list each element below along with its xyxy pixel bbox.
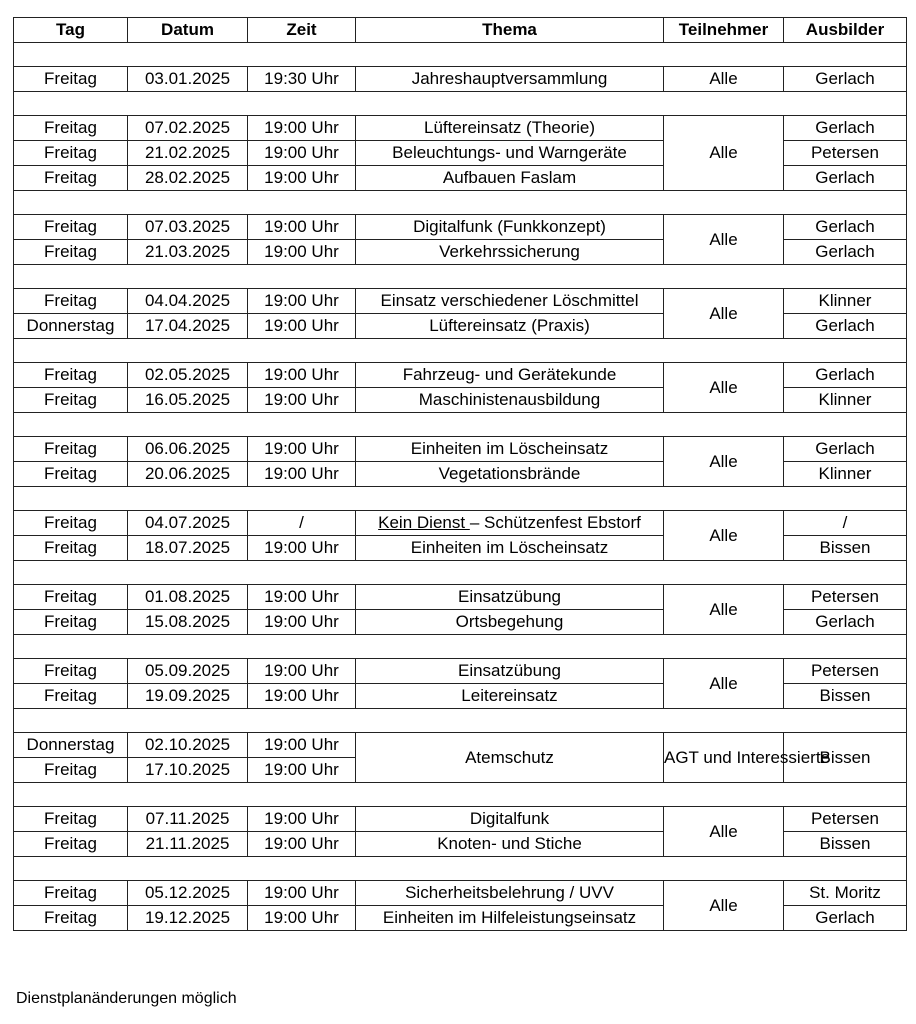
datum-cell: 19.09.2025 bbox=[128, 684, 248, 709]
thema-text: – Schützenfest Ebstorf bbox=[469, 513, 641, 532]
datum-cell: 02.10.2025 bbox=[128, 733, 248, 758]
thema-underlined-text: Kein Dienst bbox=[378, 513, 470, 532]
thema-cell: Knoten- und Stiche bbox=[356, 832, 664, 857]
separator-row bbox=[14, 191, 907, 215]
ausbilder-cell: Petersen bbox=[784, 141, 907, 166]
ausbilder-cell: Gerlach bbox=[784, 240, 907, 265]
zeit-cell: 19:00 Uhr bbox=[248, 388, 356, 413]
zeit-cell: 19:00 Uhr bbox=[248, 807, 356, 832]
teilnehmer-cell: Alle bbox=[664, 659, 784, 709]
tag-cell: Freitag bbox=[14, 832, 128, 857]
ausbilder-cell: Klinner bbox=[784, 388, 907, 413]
tag-cell: Freitag bbox=[14, 807, 128, 832]
thema-cell: Sicherheitsbelehrung / UVV bbox=[356, 881, 664, 906]
zeit-cell: 19:30 Uhr bbox=[248, 67, 356, 92]
separator-cell bbox=[14, 635, 907, 659]
zeit-cell: 19:00 Uhr bbox=[248, 437, 356, 462]
tag-cell: Donnerstag bbox=[14, 733, 128, 758]
table-row bbox=[14, 363, 907, 388]
table-row bbox=[14, 67, 907, 92]
datum-cell: 06.06.2025 bbox=[128, 437, 248, 462]
table-row bbox=[14, 585, 907, 610]
header-row bbox=[14, 18, 907, 43]
zeit-cell: 19:00 Uhr bbox=[248, 684, 356, 709]
separator-row bbox=[14, 413, 907, 437]
ausbilder-cell: Petersen bbox=[784, 807, 907, 832]
thema-cell: Ortsbegehung bbox=[356, 610, 664, 635]
datum-cell: 02.05.2025 bbox=[128, 363, 248, 388]
separator-cell bbox=[14, 339, 907, 363]
zeit-cell: 19:00 Uhr bbox=[248, 881, 356, 906]
header-tag: Tag bbox=[14, 18, 128, 43]
datum-cell: 18.07.2025 bbox=[128, 536, 248, 561]
zeit-cell: 19:00 Uhr bbox=[248, 289, 356, 314]
teilnehmer-cell: Alle bbox=[664, 363, 784, 413]
tag-cell: Freitag bbox=[14, 363, 128, 388]
thema-cell: Einheiten im Hilfeleistungseinsatz bbox=[356, 906, 664, 931]
thema-cell: Einheiten im Löscheinsatz bbox=[356, 437, 664, 462]
ausbilder-cell: Klinner bbox=[784, 289, 907, 314]
ausbilder-cell: Petersen bbox=[784, 659, 907, 684]
separator-cell bbox=[14, 413, 907, 437]
header-ausbilder: Ausbilder bbox=[784, 18, 907, 43]
zeit-cell: 19:00 Uhr bbox=[248, 215, 356, 240]
datum-cell: 21.11.2025 bbox=[128, 832, 248, 857]
datum-cell: 16.05.2025 bbox=[128, 388, 248, 413]
datum-cell: 04.07.2025 bbox=[128, 511, 248, 536]
tag-cell: Freitag bbox=[14, 585, 128, 610]
ausbilder-cell: Klinner bbox=[784, 462, 907, 487]
zeit-cell: 19:00 Uhr bbox=[248, 659, 356, 684]
separator-row bbox=[14, 265, 907, 289]
header-teilnehmer: Teilnehmer bbox=[664, 18, 784, 43]
tag-cell: Freitag bbox=[14, 67, 128, 92]
duty-schedule-table bbox=[13, 17, 907, 931]
table-row bbox=[14, 437, 907, 462]
separator-cell bbox=[14, 561, 907, 585]
zeit-cell: 19:00 Uhr bbox=[248, 166, 356, 191]
zeit-cell: 19:00 Uhr bbox=[248, 758, 356, 783]
thema-cell bbox=[356, 511, 664, 536]
table-row bbox=[14, 881, 907, 906]
separator-row bbox=[14, 487, 907, 511]
zeit-cell: 19:00 Uhr bbox=[248, 610, 356, 635]
separator-cell bbox=[14, 43, 907, 67]
thema-cell: Vegetationsbrände bbox=[356, 462, 664, 487]
thema-cell: Fahrzeug- und Gerätekunde bbox=[356, 363, 664, 388]
datum-cell: 05.09.2025 bbox=[128, 659, 248, 684]
thema-cell: Jahreshauptversammlung bbox=[356, 67, 664, 92]
tag-cell: Freitag bbox=[14, 437, 128, 462]
teilnehmer-cell: Alle bbox=[664, 215, 784, 265]
datum-cell: 17.10.2025 bbox=[128, 758, 248, 783]
separator-row bbox=[14, 783, 907, 807]
datum-cell: 21.02.2025 bbox=[128, 141, 248, 166]
table-row bbox=[14, 659, 907, 684]
datum-cell: 05.12.2025 bbox=[128, 881, 248, 906]
datum-cell: 04.04.2025 bbox=[128, 289, 248, 314]
separator-cell bbox=[14, 265, 907, 289]
thema-cell: Maschinistenausbildung bbox=[356, 388, 664, 413]
thema-cell: Einsatzübung bbox=[356, 585, 664, 610]
datum-cell: 20.06.2025 bbox=[128, 462, 248, 487]
tag-cell: Freitag bbox=[14, 141, 128, 166]
table-row bbox=[14, 807, 907, 832]
thema-cell: Beleuchtungs- und Warngeräte bbox=[356, 141, 664, 166]
separator-cell bbox=[14, 709, 907, 733]
tag-cell: Freitag bbox=[14, 758, 128, 783]
datum-cell: 28.02.2025 bbox=[128, 166, 248, 191]
thema-cell: Lüftereinsatz (Theorie) bbox=[356, 116, 664, 141]
tag-cell: Freitag bbox=[14, 511, 128, 536]
schedule-body bbox=[14, 43, 907, 931]
ausbilder-cell: Bissen bbox=[784, 733, 907, 783]
thema-cell: Aufbauen Faslam bbox=[356, 166, 664, 191]
separator-cell bbox=[14, 783, 907, 807]
teilnehmer-cell: AGT und Interessierte bbox=[664, 733, 784, 783]
tag-cell: Freitag bbox=[14, 215, 128, 240]
teilnehmer-cell: Alle bbox=[664, 511, 784, 561]
teilnehmer-cell: Alle bbox=[664, 289, 784, 339]
tag-cell: Freitag bbox=[14, 116, 128, 141]
ausbilder-cell: Gerlach bbox=[784, 215, 907, 240]
table-row bbox=[14, 289, 907, 314]
tag-cell: Freitag bbox=[14, 610, 128, 635]
ausbilder-cell: St. Moritz bbox=[784, 881, 907, 906]
ausbilder-cell: Gerlach bbox=[784, 314, 907, 339]
tag-cell: Donnerstag bbox=[14, 314, 128, 339]
table-row bbox=[14, 116, 907, 141]
separator-row bbox=[14, 857, 907, 881]
thema-cell: Einheiten im Löscheinsatz bbox=[356, 536, 664, 561]
zeit-cell: 19:00 Uhr bbox=[248, 585, 356, 610]
separator-row bbox=[14, 709, 907, 733]
table-row bbox=[14, 733, 907, 758]
separator-row bbox=[14, 561, 907, 585]
ausbilder-cell: Gerlach bbox=[784, 67, 907, 92]
ausbilder-cell: Gerlach bbox=[784, 116, 907, 141]
ausbilder-cell: Bissen bbox=[784, 832, 907, 857]
tag-cell: Freitag bbox=[14, 289, 128, 314]
separator-row bbox=[14, 43, 907, 67]
table-row bbox=[14, 511, 907, 536]
ausbilder-cell: Bissen bbox=[784, 684, 907, 709]
tag-cell: Freitag bbox=[14, 166, 128, 191]
separator-cell bbox=[14, 857, 907, 881]
separator-row bbox=[14, 92, 907, 116]
datum-cell: 21.03.2025 bbox=[128, 240, 248, 265]
datum-cell: 07.03.2025 bbox=[128, 215, 248, 240]
zeit-cell: 19:00 Uhr bbox=[248, 906, 356, 931]
zeit-cell: 19:00 Uhr bbox=[248, 116, 356, 141]
thema-cell: Digitalfunk (Funkkonzept) bbox=[356, 215, 664, 240]
tag-cell: Freitag bbox=[14, 536, 128, 561]
header-datum: Datum bbox=[128, 18, 248, 43]
zeit-cell: 19:00 Uhr bbox=[248, 462, 356, 487]
datum-cell: 17.04.2025 bbox=[128, 314, 248, 339]
separator-cell bbox=[14, 487, 907, 511]
zeit-cell: 19:00 Uhr bbox=[248, 733, 356, 758]
header-thema: Thema bbox=[356, 18, 664, 43]
teilnehmer-cell: Alle bbox=[664, 881, 784, 931]
tag-cell: Freitag bbox=[14, 388, 128, 413]
tag-cell: Freitag bbox=[14, 659, 128, 684]
datum-cell: 15.08.2025 bbox=[128, 610, 248, 635]
tag-cell: Freitag bbox=[14, 881, 128, 906]
tag-cell: Freitag bbox=[14, 684, 128, 709]
zeit-cell: 19:00 Uhr bbox=[248, 240, 356, 265]
tag-cell: Freitag bbox=[14, 240, 128, 265]
datum-cell: 03.01.2025 bbox=[128, 67, 248, 92]
teilnehmer-cell: Alle bbox=[664, 437, 784, 487]
separator-cell bbox=[14, 92, 907, 116]
zeit-cell: 19:00 Uhr bbox=[248, 832, 356, 857]
thema-cell: Verkehrssicherung bbox=[356, 240, 664, 265]
ausbilder-cell: Gerlach bbox=[784, 906, 907, 931]
separator-row bbox=[14, 635, 907, 659]
datum-cell: 19.12.2025 bbox=[128, 906, 248, 931]
datum-cell: 07.02.2025 bbox=[128, 116, 248, 141]
thema-cell: Einsatzübung bbox=[356, 659, 664, 684]
tag-cell: Freitag bbox=[14, 906, 128, 931]
footer-note: Dienstplanänderungen möglich bbox=[16, 990, 237, 1007]
datum-cell: 07.11.2025 bbox=[128, 807, 248, 832]
thema-cell: Atemschutz bbox=[356, 733, 664, 783]
zeit-cell: 19:00 Uhr bbox=[248, 314, 356, 339]
ausbilder-cell: / bbox=[784, 511, 907, 536]
table-row bbox=[14, 215, 907, 240]
ausbilder-cell: Gerlach bbox=[784, 363, 907, 388]
thema-cell: Einsatz verschiedener Löschmittel bbox=[356, 289, 664, 314]
teilnehmer-cell: Alle bbox=[664, 807, 784, 857]
teilnehmer-cell: Alle bbox=[664, 67, 784, 92]
thema-cell: Leitereinsatz bbox=[356, 684, 664, 709]
separator-row bbox=[14, 339, 907, 363]
ausbilder-cell: Gerlach bbox=[784, 166, 907, 191]
datum-cell: 01.08.2025 bbox=[128, 585, 248, 610]
separator-cell bbox=[14, 191, 907, 215]
ausbilder-cell: Petersen bbox=[784, 585, 907, 610]
zeit-cell: 19:00 Uhr bbox=[248, 363, 356, 388]
thema-cell: Digitalfunk bbox=[356, 807, 664, 832]
teilnehmer-cell: Alle bbox=[664, 585, 784, 635]
tag-cell: Freitag bbox=[14, 462, 128, 487]
ausbilder-cell: Gerlach bbox=[784, 437, 907, 462]
ausbilder-cell: Gerlach bbox=[784, 610, 907, 635]
teilnehmer-cell: Alle bbox=[664, 116, 784, 191]
thema-cell: Lüftereinsatz (Praxis) bbox=[356, 314, 664, 339]
zeit-cell: 19:00 Uhr bbox=[248, 536, 356, 561]
ausbilder-cell: Bissen bbox=[784, 536, 907, 561]
zeit-cell: / bbox=[248, 511, 356, 536]
header-zeit: Zeit bbox=[248, 18, 356, 43]
zeit-cell: 19:00 Uhr bbox=[248, 141, 356, 166]
